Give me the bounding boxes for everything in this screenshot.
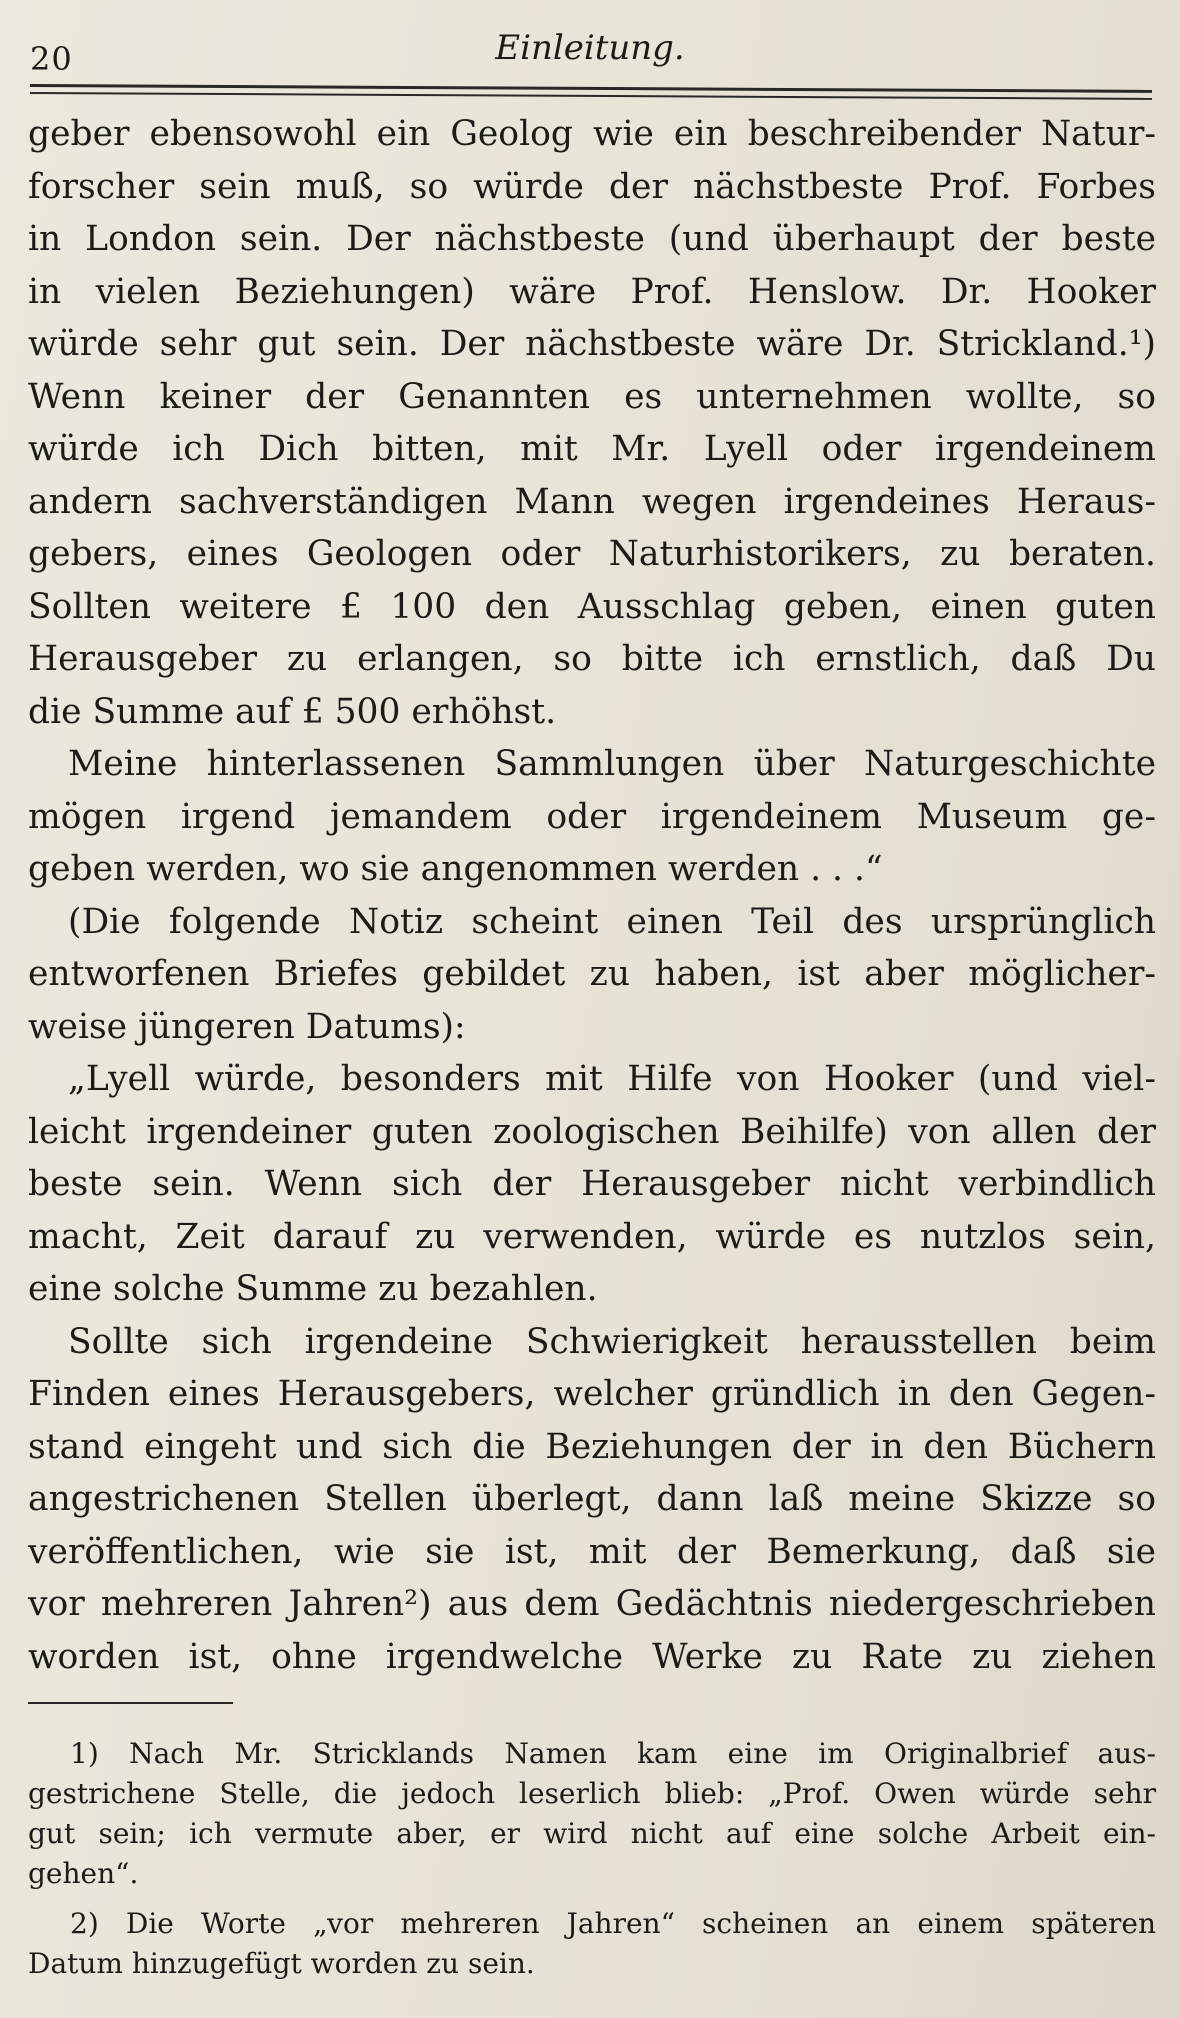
text-line: weise jüngeren Datums): (28, 1006, 466, 1047)
footnotes (28, 1734, 1156, 1984)
footnote-rule (28, 1702, 233, 1704)
text-line: in London sein. Der nächstbeste (und überhaupt der beste (28, 219, 1156, 259)
text-line: beste sein. Wenn sich der Herausgeber nicht verbindlich (28, 1164, 1156, 1204)
text-line: leicht irgendeiner guten zoologischen Beihilfe) von allen der (28, 1111, 1156, 1152)
text-line: würde ich Dich bitten, mit Mr. Lyell oder irgendeinem (28, 429, 1156, 469)
text-line: mögen irgend jemandem oder irgendeinem Museum ge- (28, 796, 1156, 837)
footnote-line: gestrichene Stelle, die jedoch leserlich blieb: „Prof. Owen würde sehr (28, 1777, 1156, 1810)
text-line: „Lyell würde, besonders mit Hilfe von Hooker (und viel- (68, 1059, 1156, 1099)
footnote-line: gehen“. (28, 1857, 139, 1890)
text-line: forscher sein muß, so würde der nächstbeste Prof. Forbes (28, 166, 1156, 207)
footnote-line: 2) Die Worte „vor mehreren Jahren“ scheinen an einem späteren (70, 1907, 1156, 1940)
text-line: Sollten weitere £ 100 den Ausschlag geben, einen guten (28, 586, 1156, 627)
text-line: stand eingeht und sich die Beziehungen der in den Büchern (28, 1426, 1156, 1467)
text-line: Meine hinterlassenen Sammlungen über Naturgeschichte (68, 744, 1156, 784)
text-line: macht, Zeit darauf zu verwenden, würde es nutzlos sein, (28, 1216, 1156, 1257)
text-line: gebers, eines Geologen oder Naturhistorikers, zu beraten. (28, 534, 1156, 574)
text-line: vor mehreren Jahren²) aus dem Gedächtnis niedergeschrieben (28, 1584, 1156, 1624)
footnote-line: gut sein; ich vermute aber, er wird nicht auf eine solche Arbeit ein- (28, 1817, 1156, 1850)
text-line: Herausgeber zu erlangen, so bitte ich ernstlich, daß Du (28, 639, 1156, 679)
text-line: worden ist, ohne irgendwelche Werke zu Rate zu ziehen (28, 1636, 1156, 1677)
text-line: entworfenen Briefes gebildet zu haben, ist aber möglicher- (28, 954, 1156, 994)
text-line: würde sehr gut sein. Der nächstbeste wäre Dr. Strickland.¹) (28, 324, 1156, 364)
running-head: Einleitung. (495, 28, 685, 68)
text-line: Finden eines Herausgebers, welcher gründlich in den Gegen- (28, 1374, 1156, 1414)
footnote-gap (28, 1894, 1156, 1904)
header-rule-thin (30, 92, 1152, 99)
page-number: 20 (30, 40, 73, 78)
footnote-line: Datum hinzugefügt worden zu sein. (28, 1947, 535, 1980)
footnote-line: 1) Nach Mr. Stricklands Namen kam eine im Originalbrief aus- (70, 1737, 1156, 1770)
text-line: Wenn keiner der Genannten es unternehmen wollte, so (28, 376, 1156, 417)
text-line: in vielen Beziehungen) wäre Prof. Henslow. Dr. Hooker (28, 271, 1156, 312)
text-line: andern sachverständigen Mann wegen irgendeines Heraus- (28, 481, 1156, 522)
text-line: eine solche Summe zu bezahlen. (28, 1269, 598, 1309)
text-line: angestrichenen Stellen überlegt, dann laß meine Skizze so (28, 1479, 1156, 1519)
text-line: die Summe auf £ 500 erhöhst. (28, 691, 557, 732)
main-text (28, 108, 1156, 1683)
text-line: geber ebensowohl ein Geolog wie ein beschreibender Natur- (28, 114, 1156, 154)
text-line: (Die folgende Notiz scheint einen Teil des ursprünglich (68, 901, 1156, 942)
page-header (30, 28, 1150, 88)
text-line: geben werden, wo sie angenommen werden . . .“ (28, 849, 883, 889)
text-line: veröffentlichen, wie sie ist, mit der Bemerkung, daß sie (28, 1531, 1156, 1572)
text-line: Sollte sich irgendeine Schwierigkeit herausstellen beim (68, 1321, 1156, 1362)
